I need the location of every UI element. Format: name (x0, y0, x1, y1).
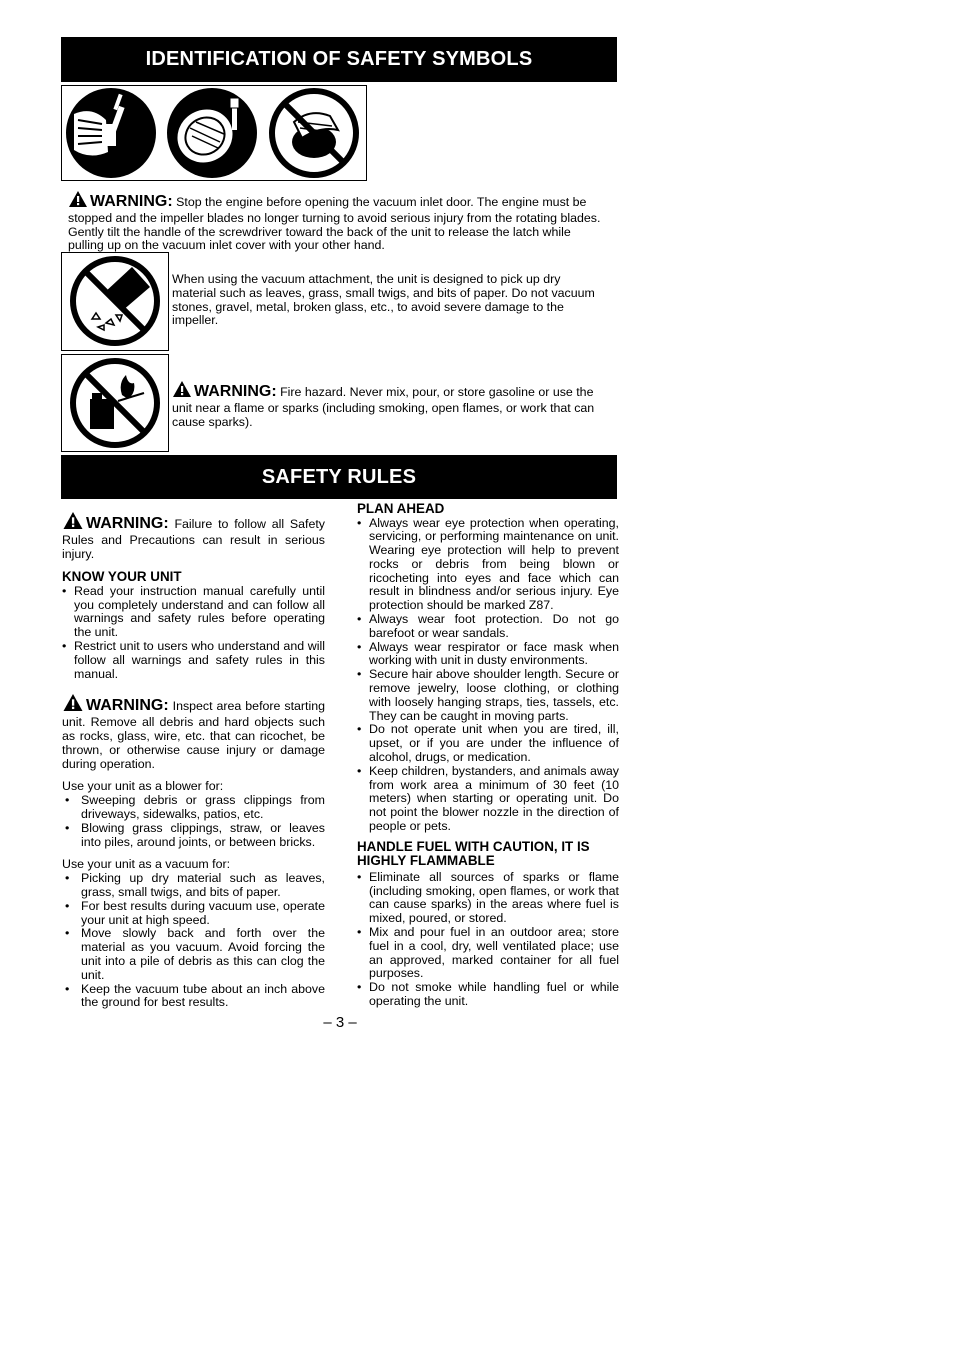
no-hand-in-impeller-icon (272, 91, 356, 175)
warning-failure-to-follow (62, 511, 325, 561)
rules-left-column (62, 511, 325, 1010)
vacuum-attachment-note: When using the vacuum attachment, the unit is designed to pick up dry material such as leaves, grass, small twigs, and bits of paper. Do not vacuum stones, gravel, metal, broken glass, etc., to avoid severe damage to the impeller. (172, 272, 595, 328)
no-vacuum-debris-symbol (61, 252, 169, 351)
warning-label: WARNING: (90, 193, 173, 210)
know-your-unit-heading: KNOW YOUR UNIT (62, 569, 182, 585)
symbol-strip (61, 85, 367, 181)
warning-fire-hazard (172, 380, 600, 429)
warning-text: Inspect area before starting unit. Remove all debris and hard objects such as rocks, glass, wire, etc. that can ricochet, be thrown, or otherwise cause injury or damage during operation. (62, 699, 326, 771)
list-item: • Move slowly back and forth over the material as you vacuum. Avoid forcing the unit into a pile of debris as this can clog the unit. (62, 927, 325, 982)
blower-uses-list (62, 794, 325, 849)
plan-ahead-list (357, 517, 619, 834)
list-item: • Keep the vacuum tube about an inch above the ground for best results. (62, 983, 325, 1011)
warning-triangle-icon (62, 511, 84, 534)
list-item: • Secure hair above shoulder length. Secure or remove jewelry, loose clothing, or clothing with loosely hanging straps, ties, tassels, etc. They can be caught in moving parts. (357, 668, 619, 723)
list-item: • Sweeping debris or grass clippings from driveways, sidewalks, patios, etc. (62, 794, 325, 822)
list-item: • Always wear eye protection when operating, servicing, or performing maintenance on unit. Wearing eye protection will help to prevent rocks or debris from being blown or ricocheting into eyes and face which can result in blindness and/or serious injury. Eye protection should be marked Z87. (357, 517, 619, 614)
warning-text: Fire hazard. Never mix, pour, or store gasoline or use the unit near a flame or sparks (including smoking, open flames, or work that can cause sparks). (172, 385, 595, 429)
no-flame-near-fuel-icon (73, 361, 157, 445)
no-vacuum-stones-icon (73, 259, 157, 343)
warning-triangle-icon (62, 693, 84, 716)
fire-hazard-symbol (61, 354, 169, 452)
impeller-door-screwdriver-icon (167, 88, 257, 178)
know-your-unit-list (62, 585, 325, 682)
list-item: • Do not smoke while handling fuel or while operating the unit. (357, 981, 619, 1009)
handle-fuel-heading: HANDLE FUEL WITH CAUTION, IT IS HIGHLY FLAMMABLE (357, 838, 590, 869)
handle-fuel-list (357, 871, 619, 1009)
warning-label: WARNING: (86, 697, 169, 715)
list-item: • Blowing grass clippings, straw, or leaves into piles, around joints, or between bricks. (62, 822, 325, 850)
list-item: • Eliminate all sources of sparks or flame (including smoking, open flames, or work that can cause sparks) in the areas where fuel is mixed, poured, or stored. (357, 871, 619, 926)
vacuum-impeller-screwdriver-icon (66, 88, 156, 178)
warning-label: WARNING: (86, 515, 169, 532)
list-item: • Read your instruction manual carefully until you completely understand and can follow all warnings and safety rules before operating the unit. (62, 585, 325, 640)
vacuum-intro: Use your unit as a vacuum for: (62, 857, 231, 872)
plan-ahead-heading: PLAN AHEAD (357, 501, 445, 516)
list-item: • Picking up dry material such as leaves, grass, small twigs, and bits of paper. (62, 872, 325, 900)
list-item: • Always wear respirator or face mask when working with unit in dusty environments. (357, 641, 619, 669)
warning-triangle-icon (172, 380, 192, 402)
warning-impeller-door (68, 190, 602, 253)
list-item: • Mix and pour fuel in an outdoor area; store fuel in a cool, dry, well ventilated place; use an approved, marked container for all fuel purposes. (357, 926, 619, 981)
list-item: • Always wear foot protection. Do not go barefoot or wear sandals. (357, 613, 619, 641)
warning-triangle-icon (68, 190, 88, 212)
page-number: – 3 – (323, 1014, 357, 1031)
warning-inspect-area (62, 693, 325, 771)
vacuum-uses-list (62, 872, 325, 1010)
rules-right-column (357, 502, 619, 1009)
warning-text: Stop the engine before opening the vacuum inlet door. The engine must be stopped and the impeller blades no longer turning to avoid serious injury from the rotating blades. Gently tilt the handle of the screwdriver toward the back of the unit to release the latch while pulling up on the vacuum inlet cover with your other hand. (68, 195, 601, 253)
safety-rules-title: SAFETY RULES (61, 455, 617, 499)
list-item: • Do not operate unit when you are tired, ill, upset, or if you are under the influence of alcohol, drugs, or medication. (357, 723, 619, 764)
symbols-section-title: IDENTIFICATION OF SAFETY SYMBOLS (61, 37, 617, 82)
list-item: • Restrict unit to users who understand and will follow all warnings and safety rules in this manual. (62, 640, 325, 681)
list-item: • Keep children, bystanders, and animals away from work area a minimum of 30 feet (10 meters) when starting or operating unit. Do not point the blower nozzle in the direction of people or pets. (357, 765, 619, 834)
warning-text: Failure to follow all Safety Rules and Precautions can result in serious injury. (62, 517, 325, 561)
warning-label: WARNING: (194, 383, 277, 400)
blower-intro: Use your unit as a blower for: (62, 779, 224, 794)
list-item: • For best results during vacuum use, operate your unit at high speed. (62, 900, 325, 928)
